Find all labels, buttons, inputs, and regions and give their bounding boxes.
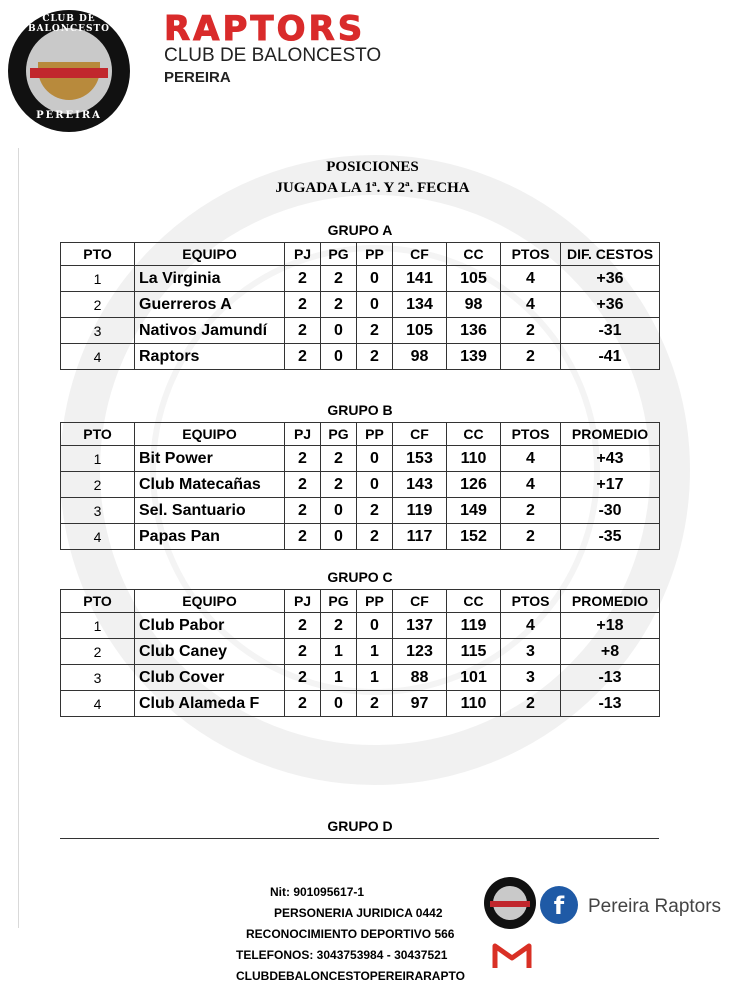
- header-cell: CF: [393, 423, 447, 446]
- cell-pp: 1: [357, 665, 393, 691]
- cell-pj: 2: [285, 266, 321, 292]
- gmail-icon[interactable]: [492, 940, 532, 970]
- cell-cf: 123: [393, 639, 447, 665]
- cell-diff: +36: [561, 266, 660, 292]
- cell-team: Club Cover: [135, 665, 285, 691]
- cell-ptos: 4: [501, 292, 561, 318]
- header-cell: PP: [357, 243, 393, 266]
- cell-cf: 119: [393, 498, 447, 524]
- brand-name: RAPTORS: [164, 9, 366, 49]
- cell-pg: 0: [321, 691, 357, 717]
- cell-pp: 0: [357, 613, 393, 639]
- table-row: [61, 292, 660, 318]
- cell-cc: 110: [447, 446, 501, 472]
- cell-pj: 2: [285, 665, 321, 691]
- header-cell: DIF. CESTOS: [561, 243, 660, 266]
- cell-ptos: 3: [501, 639, 561, 665]
- cell-team: Club Caney: [135, 639, 285, 665]
- cell-ptos: 4: [501, 446, 561, 472]
- header-cell: PJ: [285, 243, 321, 266]
- cell-team: Bit Power: [135, 446, 285, 472]
- facebook-page-name[interactable]: Pereira Raptors: [588, 896, 722, 917]
- cell-ptos: 2: [501, 344, 561, 370]
- header-cell: PTOS: [501, 423, 561, 446]
- cell-cf: 105: [393, 318, 447, 344]
- cell-cc: 105: [447, 266, 501, 292]
- cell-position: 4: [61, 524, 135, 550]
- cell-pp: 0: [357, 472, 393, 498]
- header-cell: EQUIPO: [135, 590, 285, 613]
- footer-logo-banner: [490, 901, 530, 907]
- table-row: [61, 318, 660, 344]
- cell-pp: 2: [357, 691, 393, 717]
- header-cell: PG: [321, 423, 357, 446]
- cell-pg: 0: [321, 524, 357, 550]
- cell-position: 1: [61, 266, 135, 292]
- cell-cc: 101: [447, 665, 501, 691]
- footer-email: CLUBDEBALONCESTOPEREIRARAPTO: [236, 969, 465, 983]
- table-row: [61, 639, 660, 665]
- cell-pj: 2: [285, 318, 321, 344]
- header-cell: PJ: [285, 423, 321, 446]
- header-cell: PTOS: [501, 590, 561, 613]
- footer-personeria: PERSONERIA JURIDICA 0442: [274, 906, 443, 920]
- cell-diff: -13: [561, 691, 660, 717]
- cell-ptos: 4: [501, 613, 561, 639]
- header-cell: CC: [447, 243, 501, 266]
- cell-diff: -30: [561, 498, 660, 524]
- left-margin-rule: [18, 148, 19, 928]
- group-d-rule: [60, 838, 659, 839]
- group-c-table: [60, 589, 660, 717]
- header-cell: PTO: [61, 423, 135, 446]
- cell-pj: 2: [285, 446, 321, 472]
- cell-team: Raptors: [135, 344, 285, 370]
- cell-pp: 2: [357, 498, 393, 524]
- footer-nit: Nit: 901095617-1: [270, 885, 365, 899]
- cell-position: 1: [61, 446, 135, 472]
- table-row: [61, 446, 660, 472]
- cell-position: 2: [61, 472, 135, 498]
- cell-pg: 0: [321, 344, 357, 370]
- cell-position: 1: [61, 613, 135, 639]
- cell-pj: 2: [285, 691, 321, 717]
- cell-pj: 2: [285, 639, 321, 665]
- cell-pp: 0: [357, 292, 393, 318]
- table-row: [61, 613, 660, 639]
- header-cell: PTO: [61, 243, 135, 266]
- title-line-2: JUGADA LA 1ª. Y 2ª. FECHA: [275, 180, 470, 196]
- cell-position: 2: [61, 639, 135, 665]
- cell-position: 2: [61, 292, 135, 318]
- cell-position: 4: [61, 691, 135, 717]
- cell-diff: +17: [561, 472, 660, 498]
- cell-position: 3: [61, 498, 135, 524]
- header-cell: PROMEDIO: [561, 590, 660, 613]
- group-b-label: GRUPO B: [327, 402, 393, 418]
- header-cell: PP: [357, 590, 393, 613]
- header-cell: PG: [321, 590, 357, 613]
- footer-reconocimiento: RECONOCIMIENTO DEPORTIVO 566: [246, 927, 455, 941]
- group-b-table: [60, 422, 660, 550]
- cell-cf: 143: [393, 472, 447, 498]
- group-d-label: GRUPO D: [327, 818, 393, 834]
- cell-team: Nativos Jamundí: [135, 318, 285, 344]
- cell-team: Club Pabor: [135, 613, 285, 639]
- cell-pj: 2: [285, 344, 321, 370]
- cell-pp: 2: [357, 318, 393, 344]
- cell-pj: 2: [285, 613, 321, 639]
- cell-team: Club Alameda F: [135, 691, 285, 717]
- header-cell: CF: [393, 590, 447, 613]
- header-cell: PTO: [61, 590, 135, 613]
- cell-diff: +18: [561, 613, 660, 639]
- cell-pg: 2: [321, 266, 357, 292]
- cell-pg: 2: [321, 446, 357, 472]
- document-title: [0, 157, 745, 199]
- cell-pp: 2: [357, 524, 393, 550]
- cell-pj: 2: [285, 524, 321, 550]
- brand-block: [164, 9, 382, 86]
- cell-diff: -41: [561, 344, 660, 370]
- cell-ptos: 2: [501, 691, 561, 717]
- header-cell: PP: [357, 423, 393, 446]
- title-line-1: POSICIONES: [326, 159, 419, 175]
- cell-pg: 0: [321, 318, 357, 344]
- cell-cc: 136: [447, 318, 501, 344]
- cell-pg: 2: [321, 292, 357, 318]
- cell-diff: +43: [561, 446, 660, 472]
- table-header-row: [61, 423, 660, 446]
- footer-telefonos: TELEFONOS: 3043753984 - 30437521: [236, 948, 448, 962]
- cell-cc: 110: [447, 691, 501, 717]
- cell-ptos: 3: [501, 665, 561, 691]
- cell-ptos: 2: [501, 318, 561, 344]
- table-row: [61, 665, 660, 691]
- group-c-label: GRUPO C: [327, 569, 393, 585]
- cell-pg: 2: [321, 472, 357, 498]
- cell-pj: 2: [285, 498, 321, 524]
- table-header-row: [61, 243, 660, 266]
- cell-cc: 126: [447, 472, 501, 498]
- table-row: [61, 344, 660, 370]
- header-cell: PROMEDIO: [561, 423, 660, 446]
- cell-cf: 117: [393, 524, 447, 550]
- table-row: [61, 691, 660, 717]
- cell-pg: 1: [321, 665, 357, 691]
- cell-position: 4: [61, 344, 135, 370]
- header-cell: PG: [321, 243, 357, 266]
- cell-ptos: 2: [501, 498, 561, 524]
- facebook-icon[interactable]: f: [540, 886, 578, 924]
- brand-city: PEREIRA: [164, 69, 231, 86]
- header-cell: PTOS: [501, 243, 561, 266]
- cell-team: Guerreros A: [135, 292, 285, 318]
- cell-pp: 0: [357, 446, 393, 472]
- cell-team: Papas Pan: [135, 524, 285, 550]
- cell-team: La Virginia: [135, 266, 285, 292]
- footer-contact: [236, 882, 465, 987]
- cell-cf: 137: [393, 613, 447, 639]
- cell-team: Club Matecañas: [135, 472, 285, 498]
- header-cell: PJ: [285, 590, 321, 613]
- logo-banner: [30, 68, 108, 78]
- cell-pg: 1: [321, 639, 357, 665]
- cell-cc: 152: [447, 524, 501, 550]
- header-cell: EQUIPO: [135, 423, 285, 446]
- footer-club-logo: [484, 877, 536, 929]
- cell-pj: 2: [285, 472, 321, 498]
- group-a-label: GRUPO A: [327, 222, 393, 238]
- cell-cf: 97: [393, 691, 447, 717]
- cell-cc: 98: [447, 292, 501, 318]
- cell-pp: 1: [357, 639, 393, 665]
- cell-cc: 149: [447, 498, 501, 524]
- brand-subtitle: CLUB DE BALONCESTO: [164, 45, 382, 66]
- cell-cc: 139: [447, 344, 501, 370]
- table-row: [61, 472, 660, 498]
- cell-diff: -35: [561, 524, 660, 550]
- cell-pj: 2: [285, 292, 321, 318]
- cell-diff: -31: [561, 318, 660, 344]
- logo-bottom-text: PEREIRA: [36, 110, 102, 121]
- cell-diff: +36: [561, 292, 660, 318]
- cell-ptos: 2: [501, 524, 561, 550]
- table-header-row: [61, 590, 660, 613]
- cell-cc: 119: [447, 613, 501, 639]
- header-cell: CF: [393, 243, 447, 266]
- cell-position: 3: [61, 318, 135, 344]
- table-row: [61, 266, 660, 292]
- cell-cf: 141: [393, 266, 447, 292]
- cell-cf: 153: [393, 446, 447, 472]
- cell-diff: -13: [561, 665, 660, 691]
- cell-team: Sel. Santuario: [135, 498, 285, 524]
- header-cell: EQUIPO: [135, 243, 285, 266]
- table-row: [61, 524, 660, 550]
- table-row: [61, 498, 660, 524]
- cell-cc: 115: [447, 639, 501, 665]
- club-logo: [8, 10, 130, 132]
- cell-ptos: 4: [501, 266, 561, 292]
- cell-position: 3: [61, 665, 135, 691]
- cell-cf: 98: [393, 344, 447, 370]
- cell-diff: +8: [561, 639, 660, 665]
- cell-pg: 2: [321, 613, 357, 639]
- cell-pp: 0: [357, 266, 393, 292]
- header-cell: CC: [447, 423, 501, 446]
- cell-cf: 134: [393, 292, 447, 318]
- cell-cf: 88: [393, 665, 447, 691]
- cell-pg: 0: [321, 498, 357, 524]
- cell-pp: 2: [357, 344, 393, 370]
- group-a-table: [60, 242, 660, 370]
- header-cell: CC: [447, 590, 501, 613]
- logo-top-text: CLUB DE BALONCESTO: [27, 14, 111, 34]
- cell-ptos: 4: [501, 472, 561, 498]
